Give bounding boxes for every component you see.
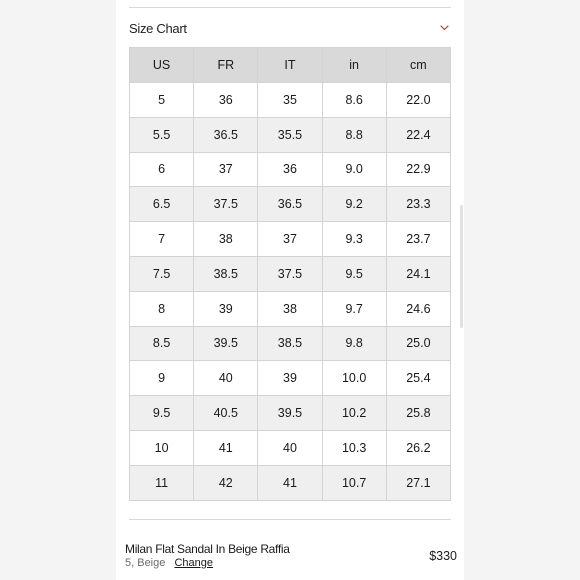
table-cell-in: 9.3 xyxy=(322,222,386,257)
table-cell-fr: 39.5 xyxy=(194,326,258,361)
table-cell-it: 37 xyxy=(258,222,322,257)
table-cell-us: 6.5 xyxy=(130,187,194,222)
table-cell-it: 36 xyxy=(258,152,322,187)
table-cell-it: 41 xyxy=(258,465,322,500)
table-cell-it: 38 xyxy=(258,291,322,326)
table-cell-cm: 24.6 xyxy=(386,291,450,326)
table-cell-us: 6 xyxy=(130,152,194,187)
table-cell-fr: 41 xyxy=(194,430,258,465)
table-row xyxy=(130,291,451,326)
column-header-in: in xyxy=(322,48,386,83)
table-cell-fr: 40 xyxy=(194,361,258,396)
table-cell-cm: 24.1 xyxy=(386,256,450,291)
table-cell-us: 11 xyxy=(130,465,194,500)
table-cell-cm: 22.4 xyxy=(386,117,450,152)
size-chart-table xyxy=(129,47,451,501)
table-cell-us: 7 xyxy=(130,222,194,257)
table-cell-cm: 22.0 xyxy=(386,83,450,118)
table-cell-in: 9.2 xyxy=(322,187,386,222)
table-cell-us: 7.5 xyxy=(130,256,194,291)
table-row xyxy=(130,187,451,222)
column-header-cm: cm xyxy=(386,48,450,83)
table-cell-it: 38.5 xyxy=(258,326,322,361)
table-cell-cm: 23.3 xyxy=(386,187,450,222)
table-row xyxy=(130,396,451,431)
table-cell-cm: 26.2 xyxy=(386,430,450,465)
table-cell-it: 40 xyxy=(258,430,322,465)
table-header-row xyxy=(130,48,451,83)
table-cell-us: 5.5 xyxy=(130,117,194,152)
table-cell-cm: 25.8 xyxy=(386,396,450,431)
table-row xyxy=(130,465,451,500)
cart-item xyxy=(125,540,457,574)
table-cell-fr: 37.5 xyxy=(194,187,258,222)
table-cell-us: 8 xyxy=(130,291,194,326)
table-cell-fr: 38.5 xyxy=(194,256,258,291)
table-cell-in: 8.8 xyxy=(322,117,386,152)
table-cell-fr: 38 xyxy=(194,222,258,257)
size-chart-toggle[interactable] xyxy=(129,16,451,40)
table-cell-cm: 23.7 xyxy=(386,222,450,257)
product-meta xyxy=(125,557,213,569)
table-cell-it: 36.5 xyxy=(258,187,322,222)
table-cell-it: 39 xyxy=(258,361,322,396)
table-cell-in: 10.7 xyxy=(322,465,386,500)
table-cell-fr: 36.5 xyxy=(194,117,258,152)
table-cell-cm: 25.0 xyxy=(386,326,450,361)
table-cell-in: 10.0 xyxy=(322,361,386,396)
table-cell-in: 10.2 xyxy=(322,396,386,431)
table-row xyxy=(130,326,451,361)
table-cell-us: 9.5 xyxy=(130,396,194,431)
table-cell-in: 10.3 xyxy=(322,430,386,465)
table-cell-in: 9.8 xyxy=(322,326,386,361)
product-name: Milan Flat Sandal In Beige Raffia xyxy=(125,542,290,556)
column-header-us: US xyxy=(130,48,194,83)
table-cell-fr: 42 xyxy=(194,465,258,500)
table-cell-us: 10 xyxy=(130,430,194,465)
table-cell-it: 37.5 xyxy=(258,256,322,291)
table-cell-in: 8.6 xyxy=(322,83,386,118)
table-row xyxy=(130,256,451,291)
table-row xyxy=(130,117,451,152)
table-cell-in: 9.7 xyxy=(322,291,386,326)
table-cell-fr: 37 xyxy=(194,152,258,187)
table-cell-it: 39.5 xyxy=(258,396,322,431)
product-price: $330 xyxy=(429,549,457,563)
table-cell-it: 35.5 xyxy=(258,117,322,152)
table-row xyxy=(130,152,451,187)
table-cell-us: 8.5 xyxy=(130,326,194,361)
table-cell-fr: 40.5 xyxy=(194,396,258,431)
top-divider xyxy=(129,7,451,8)
table-row xyxy=(130,222,451,257)
change-variant-link[interactable]: Change xyxy=(174,557,213,569)
bottom-divider xyxy=(129,519,451,520)
table-cell-fr: 36 xyxy=(194,83,258,118)
table-cell-cm: 27.1 xyxy=(386,465,450,500)
scrollbar-thumb[interactable] xyxy=(460,205,463,328)
table-cell-cm: 25.4 xyxy=(386,361,450,396)
table-cell-in: 9.5 xyxy=(322,256,386,291)
table-cell-in: 9.0 xyxy=(322,152,386,187)
size-chart-title: Size Chart xyxy=(129,20,187,36)
table-cell-fr: 39 xyxy=(194,291,258,326)
product-variant: 5, Beige xyxy=(125,557,166,569)
column-header-fr: FR xyxy=(194,48,258,83)
column-header-it: IT xyxy=(258,48,322,83)
size-chart-table-container xyxy=(129,47,451,501)
table-cell-it: 35 xyxy=(258,83,322,118)
chevron-down-icon[interactable] xyxy=(439,23,449,33)
table-cell-us: 5 xyxy=(130,83,194,118)
table-row xyxy=(130,83,451,118)
table-cell-cm: 22.9 xyxy=(386,152,450,187)
table-cell-us: 9 xyxy=(130,361,194,396)
table-row xyxy=(130,361,451,396)
table-row xyxy=(130,430,451,465)
